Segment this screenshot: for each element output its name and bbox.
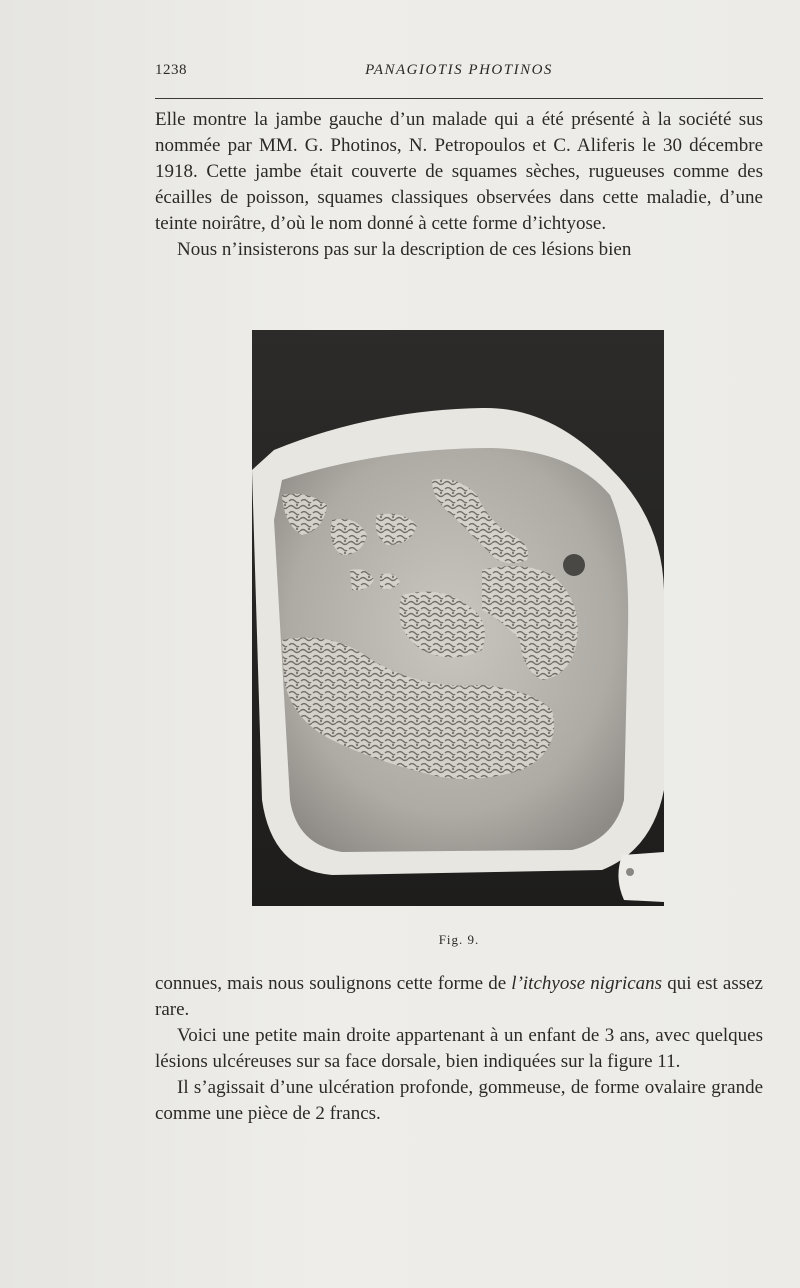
body-text-top: [155, 107, 763, 263]
leg-photograph-illustration: [252, 330, 664, 906]
body-text-bottom: [155, 971, 763, 1127]
paragraph-3: [155, 971, 763, 1023]
page-number: 1238: [155, 62, 187, 78]
paragraph-3-before: connues, mais nous soulignons cette forme de: [155, 973, 512, 994]
paragraph-2: Nous n’insisterons pas sur la description de ces lésions bien: [177, 239, 632, 260]
italic-term: l’itchyose nigricans: [511, 973, 663, 994]
figure-photograph: [252, 330, 664, 906]
paragraph-1: Elle montre la jambe gauche d’un malade qui a été présenté à la société sus nommée par MM. G. Photinos, N. Petropoulos et C. Aliferis le 30 décembre 1918. Cette jambe était couverte de squames sèches, rugueuses comme des écailles de poisson, squames classiques observées dans cette maladie, d’une teinte noirâtre, d’où le nom donné à cette forme d’ichtyose.: [155, 109, 763, 234]
header-rule: [155, 98, 763, 99]
paragraph-4: Voici une petite main droite appartenant à un enfant de 3 ans, avec quelques lésions ulcéreuses sur sa face dorsale, bien indiquées sur la figure 11.: [155, 1025, 763, 1072]
figure-caption: Fig. 9.: [438, 932, 480, 947]
running-head: [155, 62, 763, 88]
running-title: PANAGIOTIS PHOTINOS: [365, 62, 553, 78]
paragraph-5: Il s’agissait d’une ulcération profonde, gommeuse, de forme ovalaire grande comme une pièce de 2 francs.: [155, 1077, 763, 1124]
paragraph-3-after: qui est assez rare.: [155, 973, 763, 1020]
